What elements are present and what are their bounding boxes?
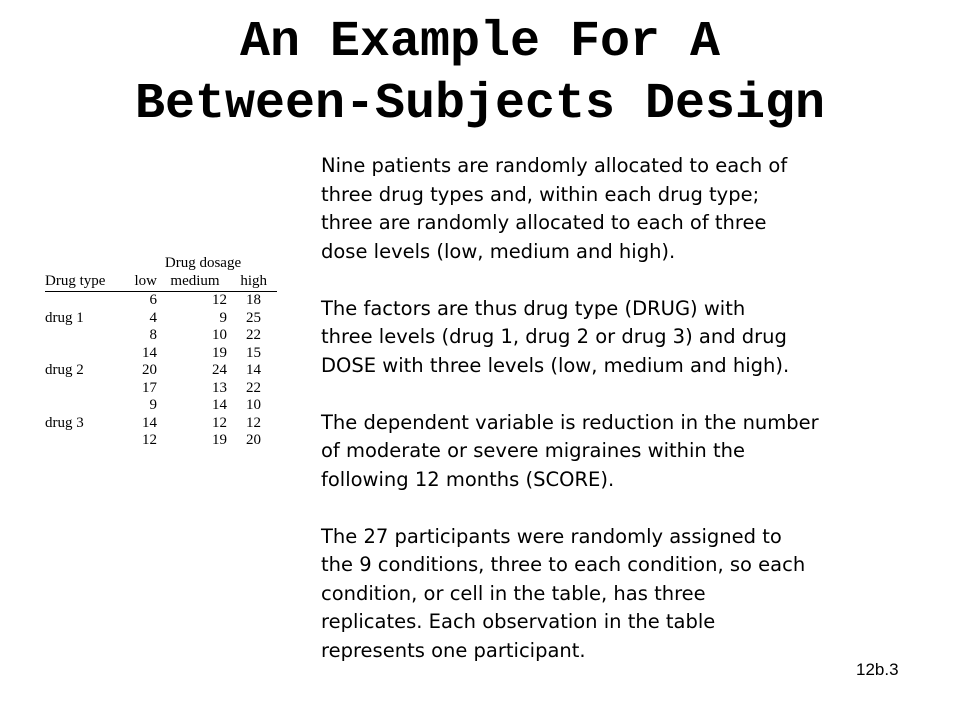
cell-medium: 12 [212,292,227,308]
table-row [45,292,277,310]
cell-medium: 14 [212,397,227,413]
cell-high: 14 [246,362,261,378]
paragraph-allocation: Nine patients are randomly allocated to each of three drug types and, within each drug type; three are randomly allocated to each of three dose levels (low, medium and high). [321,154,788,263]
cell-drug-type [45,292,117,310]
header-medium: medium [157,273,233,292]
cell-high: 18 [246,292,261,308]
header-high: high [233,273,277,292]
cell-medium: 19 [212,432,227,448]
cell-low: 8 [149,327,157,343]
cell-low: 14 [142,414,157,431]
paragraph-dependent-variable: The dependent variable is reduction in the number of moderate or severe migraines within the following 12 months (SCORE). [321,410,819,491]
table-row [45,362,277,380]
cell-high: 20 [246,432,261,448]
cell-medium: 9 [219,309,227,326]
cell-low: 17 [142,379,157,396]
header-drug-type: Drug type [45,273,117,292]
cell-high: 22 [246,327,261,343]
slide-title-line-2: Between-Subjects Design [134,76,826,133]
table-row [45,380,277,398]
cell-drug-type: drug 2 [45,362,84,378]
cell-drug-type [45,432,117,450]
cell-medium: 12 [212,414,227,431]
cell-drug-type: drug 1 [45,309,84,326]
table-row [45,327,277,345]
cell-medium: 19 [212,344,227,361]
slide-title-line-1: An Example For A [239,14,721,71]
cell-drug-type [45,380,117,398]
cell-high: 25 [246,309,261,326]
table-header-row [45,273,277,292]
cell-drug-type: drug 3 [45,414,84,431]
cell-drug-type [45,397,117,415]
cell-high: 15 [246,344,261,361]
header-low: low [117,273,157,292]
table-row [45,345,277,363]
cell-high: 22 [246,379,261,396]
slide-number: 12b.3 [856,660,899,679]
cell-high: 12 [246,414,261,431]
cell-medium: 13 [212,379,227,396]
table-caption: Drug dosage [164,255,242,271]
description-text [321,152,921,694]
drug-dosage-table [45,273,277,450]
slide-title [0,12,960,136]
cell-low: 20 [142,362,157,378]
cell-low: 4 [149,309,157,326]
cell-medium: 10 [212,327,227,343]
table-row [45,310,277,328]
cell-low: 12 [142,432,157,448]
cell-low: 6 [149,292,157,308]
cell-low: 14 [142,344,157,361]
paragraph-participants: The 27 participants were randomly assigned to the 9 conditions, three to each condition, so each condition, or cell in the table, has three replicates. Each observation in the table represents one participant. [321,524,806,662]
table-row [45,432,277,450]
cell-drug-type [45,345,117,363]
table-row [45,397,277,415]
table-row [45,415,277,433]
cell-high: 10 [246,397,261,413]
paragraph-factors: The factors are thus drug type (DRUG) with three levels (drug 1, drug 2 or drug 3) and drug DOSE with three levels (low, medium and high). [321,296,790,377]
cell-low: 9 [149,397,157,413]
drug-dosage-table-container [45,255,277,450]
cell-drug-type [45,327,117,345]
cell-medium: 24 [212,362,227,378]
